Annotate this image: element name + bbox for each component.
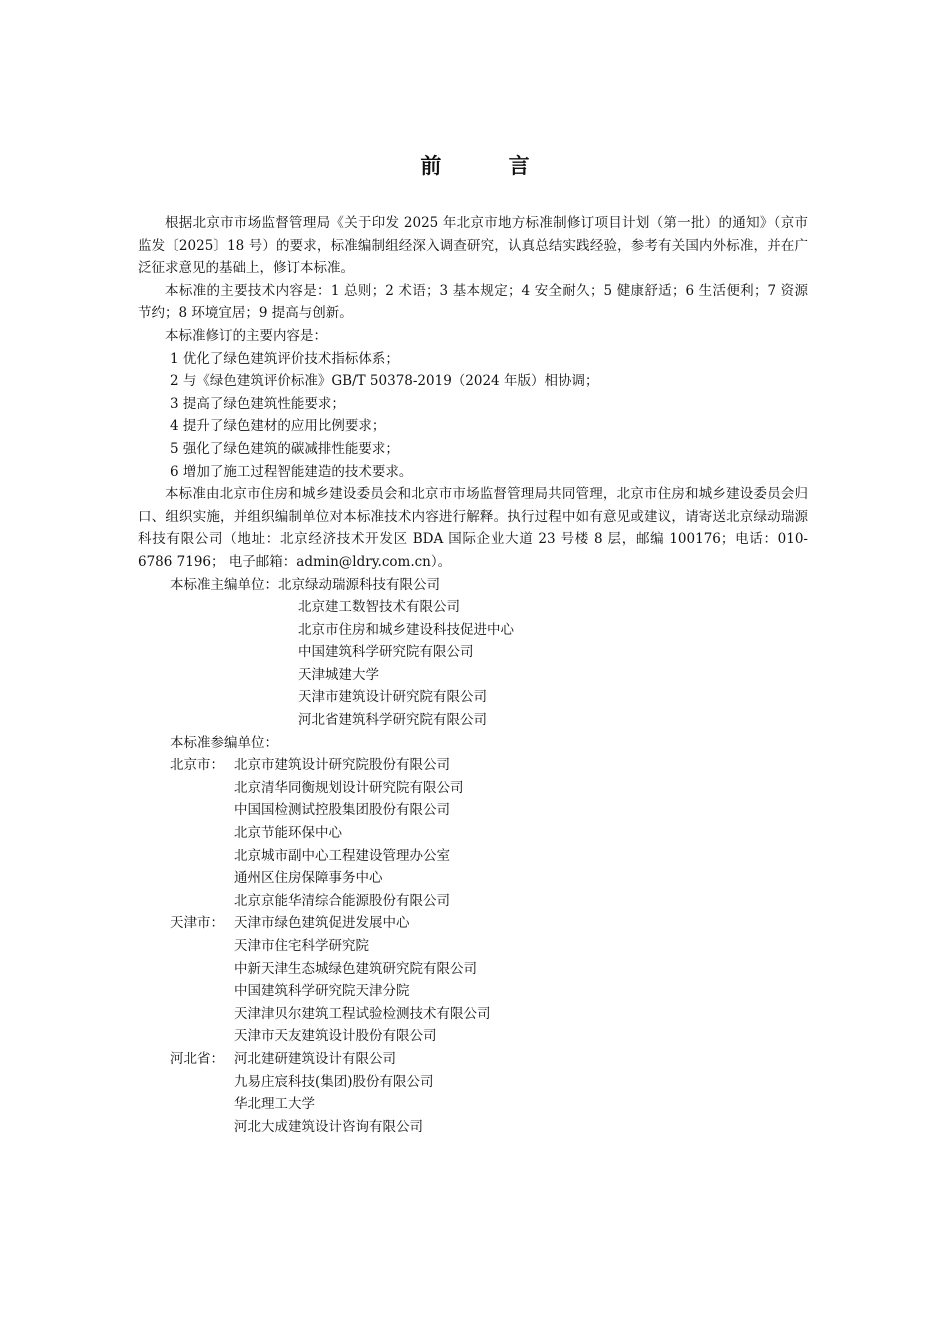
chief-editor-row xyxy=(138,574,808,597)
revision-item: 1 优化了绿色建筑评价技术指标体系； xyxy=(170,350,399,367)
page-title: 前 言 xyxy=(420,154,560,178)
management-paragraph: 本标准由北京市住房和城乡建设委员会和北京市市场监督管理局共同管理，北京市住房和城乡建设委员会归口、组织实施，并组织编制单位对本标准技术内容进行解释。执行过程中如有意见或建议，请寄送北京绿动瑞源科技有限公司（地址：北京经济技术开发区 BDA 国际企业大道 23 号楼 8 层，邮编 100176；电话：010-6786 7196； 电子邮箱：admin@ldry.com.cn）。 xyxy=(138,486,808,570)
document-body xyxy=(138,212,808,1138)
participant-unit: 河北建研建筑设计有限公司 xyxy=(234,1050,396,1067)
chief-editor-unit: 中国建筑科学研究院有限公司 xyxy=(298,644,474,661)
participant-region-label: 河北省： xyxy=(170,1050,224,1067)
participant-unit: 北京城市副中心工程建设管理办公室 xyxy=(234,847,450,864)
participant-unit: 中国国检测试控股集团股份有限公司 xyxy=(234,802,450,819)
participant-unit: 华北理工大学 xyxy=(234,1096,315,1113)
participant-region-row xyxy=(138,754,808,777)
technical-content-paragraph: 本标准的主要技术内容是：1 总则；2 术语；3 基本规定；4 安全耐久；5 健康舒适；6 生活便利；7 资源节约；8 环境宜居；9 提高与创新。 xyxy=(138,282,808,322)
revision-item: 2 与《绿色建筑评价标准》GB/T 50378-2019（2024 年版）相协调； xyxy=(170,373,599,390)
intro-paragraph: 根据北京市市场监督管理局《关于印发 2025 年北京市地方标准制修订项目计划（第一批）的通知》（京市监发〔2025〕18 号）的要求，标准编制组经深入调查研究，认真总结实践经验，参考有关国内外标准，并在广泛征求意见的基础上，修订本标准。 xyxy=(138,215,808,277)
chief-editor-unit: 北京绿动瑞源科技有限公司 xyxy=(278,576,440,593)
participant-unit: 天津市住宅科学研究院 xyxy=(234,938,369,954)
revision-heading: 本标准修订的主要内容是： xyxy=(165,327,327,344)
revision-item: 6 增加了施工过程智能建造的技术要求。 xyxy=(170,463,413,480)
chief-editor-unit: 北京市住房和城乡建设科技促进中心 xyxy=(298,621,514,638)
chief-editor-unit: 天津城建大学 xyxy=(298,666,379,683)
participant-region-row xyxy=(138,912,808,935)
participant-unit: 北京京能华清综合能源股份有限公司 xyxy=(234,892,450,909)
chief-editor-unit: 北京建工数智技术有限公司 xyxy=(298,599,460,616)
participant-region-label: 天津市： xyxy=(170,915,224,932)
participant-unit: 天津市天友建筑设计股份有限公司 xyxy=(234,1028,437,1045)
participant-region-row xyxy=(138,1048,808,1071)
participant-unit: 天津津贝尔建筑工程试验检测技术有限公司 xyxy=(234,1005,491,1022)
participant-unit: 九易庄宸科技(集团)股份有限公司 xyxy=(234,1073,434,1090)
participant-unit: 中国建筑科学研究院天津分院 xyxy=(234,983,410,1000)
participants-label: 本标准参编单位： xyxy=(170,734,278,751)
participant-unit: 河北大成建筑设计咨询有限公司 xyxy=(234,1118,423,1135)
participants-label-row xyxy=(138,732,808,755)
participant-unit: 中新天津生态城绿色建筑研究院有限公司 xyxy=(234,960,477,977)
participant-unit: 天津市绿色建筑促进发展中心 xyxy=(234,915,410,932)
participant-unit: 通州区住房保障事务中心 xyxy=(234,870,383,887)
revision-item: 4 提升了绿色建材的应用比例要求； xyxy=(170,418,386,435)
participant-unit: 北京清华同衡规划设计研究院有限公司 xyxy=(234,779,464,796)
participant-unit: 北京节能环保中心 xyxy=(234,825,342,842)
chief-editor-unit: 河北省建筑科学研究院有限公司 xyxy=(298,712,487,729)
chief-editor-unit: 天津市建筑设计研究院有限公司 xyxy=(298,689,487,706)
chief-editor-label: 本标准主编单位： xyxy=(170,576,278,593)
participant-unit: 北京市建筑设计研究院股份有限公司 xyxy=(234,757,450,774)
participant-region-label: 北京市： xyxy=(170,757,224,774)
revision-item: 3 提高了绿色建筑性能要求； xyxy=(170,395,345,412)
revision-item: 5 强化了绿色建筑的碳减排性能要求； xyxy=(170,440,399,457)
